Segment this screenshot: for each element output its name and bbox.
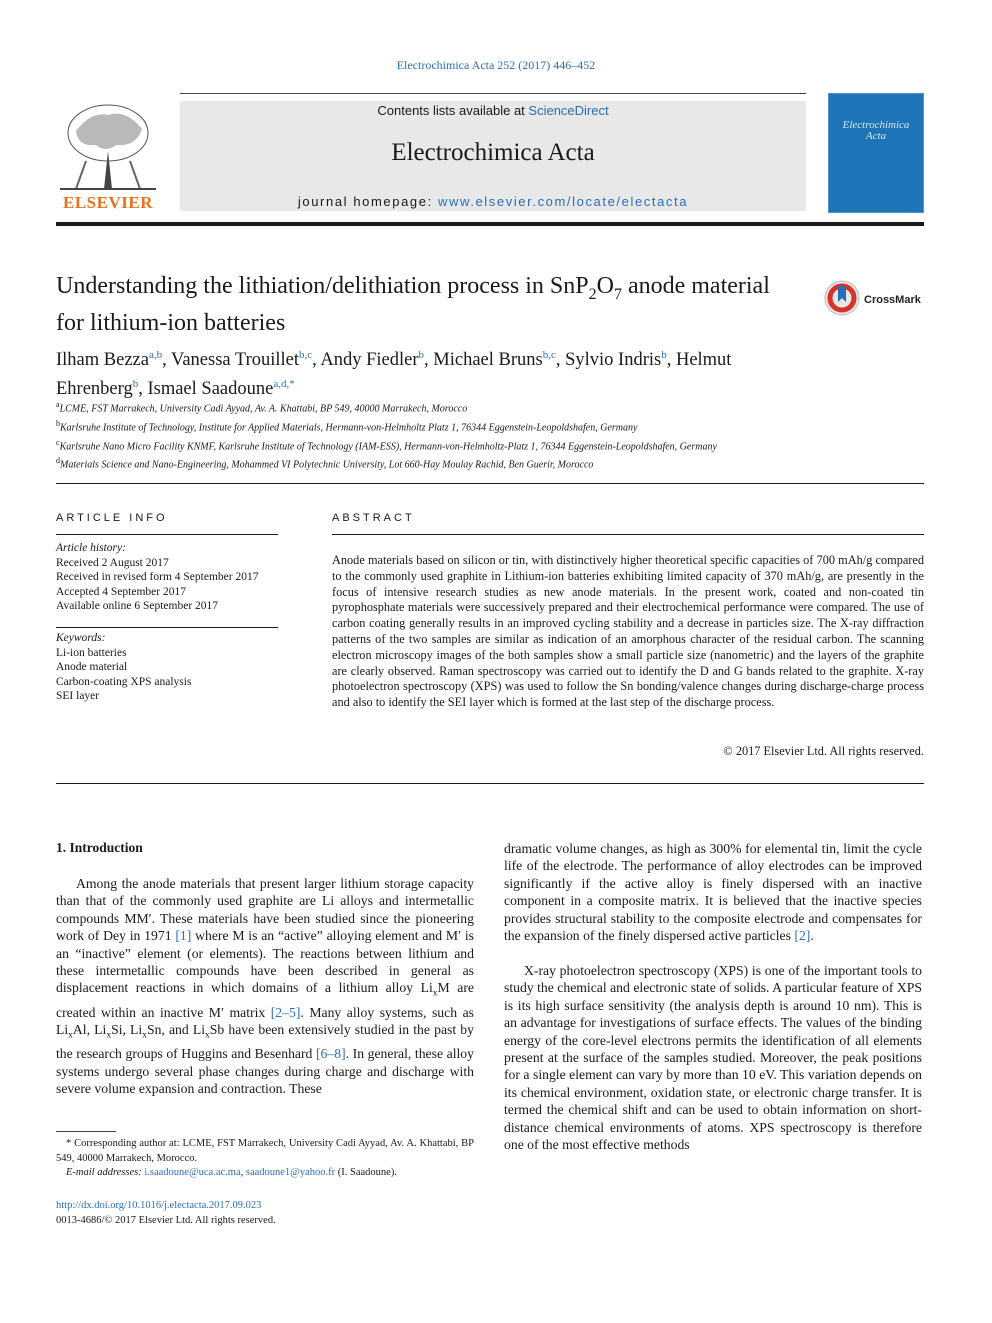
subscript: x	[142, 1030, 147, 1041]
affiliation	[56, 436, 796, 455]
footnote-rule	[56, 1131, 116, 1132]
journal-name: Electrochimica Acta	[391, 139, 595, 166]
subscript: x	[106, 1030, 112, 1041]
keyword: SEI layer	[56, 690, 100, 702]
affiliation-text: Materials Science and Nano-Engineering, Mohammed VI Polytechnic University, Lot 660-Hay Moulay Rachid, Ben Guerir, Morocco	[60, 459, 594, 471]
affiliation-mark: b	[56, 418, 60, 428]
affiliation-mark: a	[56, 400, 60, 409]
author-separator: ,	[312, 350, 321, 371]
abstract-bottom-rule	[56, 783, 924, 784]
text-run: M are created within an inactive M′ matrix	[56, 980, 474, 1020]
title-text-2: O	[596, 273, 614, 299]
author-separator: ,	[424, 350, 434, 371]
homepage-prefix: journal homepage:	[297, 194, 439, 209]
homepage-line	[180, 194, 806, 209]
author-name[interactable]: Michael Bruns	[433, 350, 543, 371]
subscript: x	[205, 1030, 210, 1041]
citation-link[interactable]: [6–8]	[315, 1046, 346, 1062]
subscript: x	[432, 989, 438, 1000]
title-sub-1: 2	[588, 285, 597, 303]
journal-cover[interactable]	[828, 93, 924, 213]
section-rule	[56, 483, 924, 484]
text-run: . Many alloy systems, such as Li	[56, 1004, 474, 1037]
author-affiliation-mark[interactable]: b,c	[299, 349, 313, 361]
article-history	[56, 541, 278, 614]
author-name[interactable]: Ismael Saadoune	[147, 379, 274, 400]
affiliation-text: Karlsruhe Institute of Technology, Institute for Applied Materials, Hermann-von-Helmholtz Platz 1, 76344 Eggenstein-Leopoldshafen, Germany	[60, 422, 638, 434]
header-thick-rule	[56, 222, 924, 226]
author-separator: ,	[138, 379, 148, 400]
author-affiliation-mark[interactable]: a,b	[148, 349, 163, 361]
title-text-3: anode material for lithium-ion batteries	[56, 273, 770, 336]
keyword: Anode material	[56, 661, 128, 673]
crossmark-badge[interactable]	[824, 280, 924, 323]
history-item: Received 2 August 2017	[56, 556, 169, 569]
intro-paragraph-1	[56, 875, 474, 1097]
text-run: . In general, these alloy systems undergo several phase changes during charge and discharge with severe volume expansion and contraction. These	[56, 1046, 474, 1096]
affiliation-text: LCME, FST Marrakech, University Cadi Ayyad, Av. A. Khattabi, BP 549, 40000 Marrakech, Morocco	[59, 403, 468, 415]
history-label: Article history:	[56, 542, 126, 554]
history-item: Received in revised form 4 September 2017	[56, 571, 259, 583]
author-name[interactable]: Andy Fiedler	[320, 350, 419, 371]
history-item: Accepted 4 September 2017	[56, 585, 186, 598]
author-separator: ,	[555, 350, 566, 371]
title-sub-2: 7	[613, 285, 622, 303]
doi-link[interactable]: http://dx.doi.org/10.1016/j.electacta.2017.09.023	[56, 1200, 262, 1211]
text-run: dramatic volume changes, as high as 300% for elemental tin, limit the cycle life of the electrode. The performance of alloy electrodes can be improved significantly if the active alloy is finely dispersed with an inactive component in a composite matrix. It is believed that the inactive species provides structural stability to the composite electrode and compensates for the expansion of the finely dispersed active particles	[504, 841, 922, 944]
section-heading: 1. Introduction	[56, 840, 143, 855]
keywords-label: Keywords:	[56, 632, 106, 644]
page-footer	[56, 1199, 474, 1228]
article-title	[56, 272, 796, 338]
abstract-text: Anode materials based on silicon or tin, with distinctively higher theoretical specific capacities of 700 mAh/g compared to the commonly used graphite in Lithium-ion batteries exhibiting limited capacity of 370 mAh/g, are presently in the focus of intensive research studies as new anode materials. In the present work, coated and non-coated tin pyrophosphate materials were successively prepared and their electrochemical performance were compared. The use of carbon coating generally results in an improved cycling stability and a decrease in particles size. The X-ray diffraction patterns of the two samples are similar as indication of an amorphous character of the residual carbon. The scanning electron microscopy images of the both samples show a small particle size (nanometric) and the layers of the graphite are clearly observed. Raman spectroscopy was carried out to identify the D and G bands related to the graphite. X-ray photoelectron spectroscopy (XPS) was used to follow the Sn bonding/valence changes during discharge-charge process and also to identify the SEI layer which is formed at the last step of the discharge process.	[332, 553, 924, 710]
issn-line: 0013-4686/© 2017 Elsevier Ltd. All rights reserved.	[56, 1214, 276, 1226]
elsevier-wordmark: ELSEVIER	[63, 193, 153, 212]
author-name[interactable]: Helmut Ehrenberg	[56, 350, 732, 400]
citation-link[interactable]: [2]	[794, 928, 811, 944]
crossmark-label: CrossMark	[864, 294, 921, 306]
affiliation	[56, 454, 796, 473]
affiliations	[56, 398, 796, 473]
title-text-1: Understanding the lithiation/delithiation process in SnP	[56, 273, 589, 299]
affiliation	[56, 417, 796, 436]
citation-link[interactable]: [2–5]	[270, 1004, 301, 1020]
text-run: Sb have been extensively studied in the past by the research groups of Huggins and Besenhard	[56, 1021, 474, 1062]
email-suffix: (I. Saadoune).	[335, 1167, 397, 1178]
text-run: Al, Li	[72, 1021, 107, 1037]
affiliation-mark: d	[56, 456, 60, 466]
email-line	[56, 1166, 474, 1181]
sciencedirect-link[interactable]: ScienceDirect	[528, 103, 609, 118]
contents-prefix: Contents lists available at	[377, 103, 529, 118]
journal-banner	[180, 101, 806, 211]
journal-citation[interactable]: Electrochimica Acta 252 (2017) 446–452	[396, 58, 596, 72]
corresponding-author: * Corresponding author at: LCME, FST Marrakech, University Cadi Ayyad, Av. A. Khattabi, BP 549, 40000 Marrakech, Morocco.	[56, 1138, 474, 1164]
keywords-rule	[56, 627, 278, 628]
email-label: E-mail addresses:	[66, 1167, 145, 1178]
history-item: Available online 6 September 2017	[56, 600, 219, 612]
affiliation-mark: c	[56, 437, 60, 447]
text-run: Among the anode materials that present larger lithium storage capacity than that of the commonly used graphite are Li alloys and intermetallic compounds MM′. These materials have been studied since the pioneering work of Dey in 1971	[56, 876, 474, 944]
affiliation	[56, 398, 796, 417]
contents-line	[180, 103, 806, 118]
article-info-heading: ARTICLE INFO	[56, 512, 168, 524]
abstract-heading: ABSTRACT	[332, 512, 415, 524]
author-name[interactable]: Ilham Bezza	[56, 350, 149, 371]
affiliation-text: Karlsruhe Nano Micro Facility KNMF, Karlsruhe Institute of Technology (IAM-ESS), Hermann-von-Helmholtz-Platz 1, 76344 Eggenstein-Leopoldshafen, Germany	[59, 440, 717, 452]
author-name[interactable]: Vanessa Trouillet	[171, 350, 299, 371]
citation-link[interactable]: [1]	[175, 928, 192, 944]
cover-title: Electrochimica Acta	[842, 119, 910, 142]
intro-paragraph-3: X-ray photoelectron spectroscopy (XPS) is one of the important tools to study the chemical and electronic state of solids. A particular feature of XPS is its high surface sensitivity (the analysis depth is around 10 nm). This is an advantage for investigations of surface effects. The values of the binding energy of the core-level electrons permits the identification of all elements present at the surface of the samples studied. Moreover, the peak positions for a single element can vary by more than 10 eV. This variation depends on its chemical environment, oxidation state, or electronic charge transfer. It is termed the chemical shift and can be used to obtain information on short-distance chemical environments of atoms. XPS spectroscopy is therefore one of the most effective methods	[504, 963, 922, 1153]
intro-paragraph-2	[504, 840, 922, 944]
text-run: .	[810, 928, 814, 944]
abstract-copyright: © 2017 Elsevier Ltd. All rights reserved.	[723, 744, 924, 758]
article-info-rule	[56, 534, 278, 535]
footnote	[56, 1137, 474, 1181]
keywords	[56, 631, 278, 704]
author-list	[56, 343, 796, 401]
author-separator: ,	[666, 350, 676, 371]
text-run: Si, Li	[111, 1021, 143, 1037]
email-link-2[interactable]: saadoune1@yahoo.fr	[245, 1167, 336, 1178]
author-affiliation-mark[interactable]: b	[661, 349, 667, 361]
keyword: Carbon-coating XPS analysis	[56, 675, 192, 688]
author-affiliation-mark[interactable]: a,d,*	[273, 378, 295, 391]
email-separator: ,	[240, 1167, 246, 1178]
keyword: Li-ion batteries	[56, 646, 127, 659]
abstract-rule	[332, 534, 924, 535]
author-affiliation-mark[interactable]: b	[418, 349, 425, 361]
homepage-link[interactable]: www.elsevier.com/locate/electacta	[438, 194, 689, 209]
author-affiliation-mark[interactable]: b,c	[542, 349, 556, 361]
author-affiliation-mark[interactable]: b	[132, 378, 139, 391]
author-separator: ,	[162, 350, 172, 371]
header-divider	[180, 93, 806, 94]
text-run: Sn, and Li	[146, 1021, 206, 1037]
author-name[interactable]: Sylvio Indris	[565, 350, 662, 371]
subscript: x	[68, 1030, 73, 1041]
email-link-1[interactable]: i.saadoune@uca.ac.ma	[144, 1167, 241, 1178]
text-run: where M is an “active” alloying element and M′ is an “inactive” element (or elements). The reactions between lithium and these intermetallic compounds have been described in general as displacement reactions in which domains of a lithium alloy Li	[56, 928, 474, 996]
